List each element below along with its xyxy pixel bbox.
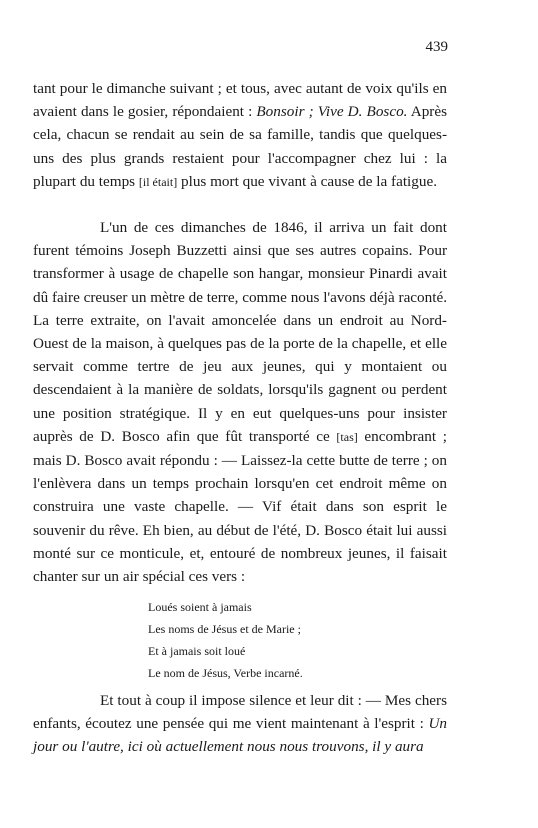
paragraph-3-text-a: Et tout à coup il impose silence et leur dit : — Mes chers enfants, écoutez une pensée qui me vient maintenant à l'esprit : <box>33 692 447 733</box>
poem-line: Les noms de Jésus et de Marie ; <box>148 622 301 636</box>
paragraph-2 <box>33 216 447 588</box>
paragraph-1-bracket-note: [il était] <box>138 174 178 189</box>
paragraph-2-text-b: encombrant ; mais D. Bosco avait répondu : — Laissez-la cette butte de terre ; on l'enlèvera dans un temps prochain lorsqu'en cet endroit même on construira une vaste chapelle. — Vif était dans son esprit le souvenir du rêve. Eh bien, au début de l'été, D. Bosco était lui aussi monté sur ce monticule, et, entouré de nombreux jeunes, il faisait chanter sur un air spécial ces vers : <box>33 427 447 586</box>
paragraph-3 <box>33 689 447 759</box>
paragraph-2-text-a: L'un de ces dimanches de 1846, il arriva un fait dont furent témoins Joseph Buzzetti ainsi que ses autres copains. Pour transformer à usage de chapelle son hangar, monsieur Pinardi avait dû faire creuser un mètre de terre, comme nous l'avons déjà raconté. La terre extraite, on l'avait amoncelée dans un endroit au Nord-Ouest de la maison, à quelques pas de la porte de la chapelle, et elle servait comme tertre de jeu aux jeunes, qui y montaient ou descendaient à la manière de soldats, lorsqu'ils gagnent ou perdent une position stratégique. Il y en eut quelques-uns pour insister auprès de D. Bosco afin que fût transporté ce <box>33 219 447 445</box>
paragraph-1-italic: Bonsoir ; Vive D. Bosco. <box>256 103 408 121</box>
page-number: 439 <box>425 39 448 55</box>
poem-verses <box>148 596 303 684</box>
paragraph-1 <box>33 77 447 194</box>
poem-line: Le nom de Jésus, Verbe incarné. <box>148 666 303 680</box>
poem-line: Loués soient à jamais <box>148 600 252 614</box>
poem-line: Et à jamais soit loué <box>148 644 246 658</box>
paragraph-3-italic: Un jour ou l'autre, ici où actuellement nous nous trouvons, il y aura <box>33 715 447 756</box>
paragraph-1-text-b: Après cela, chacun se rendait au sein de sa famille, tandis que quelques-uns des plus grands restaient pour l'accompagner chez lui : la plupart du temps <box>33 103 447 190</box>
paragraph-1-text-c: plus mort que vivant à cause de la fatigue. <box>177 172 437 190</box>
paragraph-2-bracket-note: [tas] <box>336 429 358 444</box>
paragraph-1-text-a: tant pour le dimanche suivant ; et tous, avec autant de voix qu'ils en avaient dans le gosier, répondaient : <box>33 80 447 121</box>
